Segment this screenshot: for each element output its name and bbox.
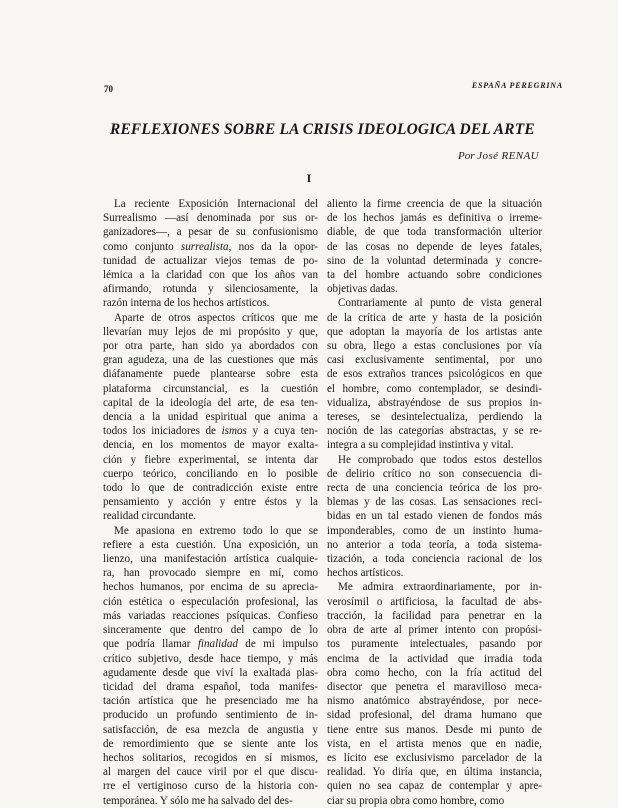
text-line: Surrealismo —así denominada por sus or- (103, 212, 318, 225)
text-line: por otra parte, han sido ya abordados con (103, 340, 318, 353)
text-line: sinceramente que dentro del campo de lo (103, 624, 318, 637)
right-column (327, 197, 542, 808)
text-line: lémica a la claridad con que los años van (103, 269, 319, 282)
section-number: I (306, 171, 312, 185)
text-line: ganizadores—, a pesar de su confusionismo (103, 226, 318, 239)
text-line: tunidad de actualizar viejos temas de po- (103, 254, 318, 267)
text-line: ta del hombre actuando sobre condiciones (327, 269, 542, 282)
text-line: diáfanamente puede plantearse sobre esta (103, 368, 318, 381)
text-line: capital de la ideología del arte, de esa ten- (103, 396, 318, 409)
text-line: dencia a la unidad espiritual que anima a (103, 411, 318, 424)
text-line: crítico subjetivo, desde hace tiempo, y más (103, 652, 318, 665)
text-line: no anterior a toda teoría, a toda sistema- (327, 538, 543, 551)
text-line: rre el vertiginoso curso de la historia con- (103, 780, 319, 793)
body-paragraph (327, 580, 542, 807)
text-line: ción estética o especulación profesional, las (103, 595, 318, 608)
text-line: aliento la firme creencia de que la situación (327, 198, 543, 210)
byline (458, 150, 539, 162)
text-line: Aparte de otros aspectos críticos que me (114, 311, 318, 324)
text-line: ción y fiebre experimental, se intenta dar (103, 453, 318, 466)
text-line: temporánea. Y sólo me ha salvado del des- (103, 794, 293, 807)
text-line: tación artística que he presenciado me ha (103, 695, 318, 708)
text-line: ticidad del drama español, toda manifes- (103, 680, 318, 693)
body-paragraph (327, 453, 542, 581)
text-line: vidualiza, abstrayéndose de sus propios in- (327, 396, 542, 409)
text-line: todos los iniciadores de ismos y a cuya ten- (103, 425, 318, 438)
text-line: noción de las categorías abstractas, y se re- (327, 425, 543, 438)
text-line: tiene entre sus manos. Desde mi punto de (327, 723, 542, 736)
text-line: cuerpo teórico, conciliando en lo posible (103, 467, 318, 480)
text-line: imponderables, como de un instinto huma- (327, 524, 543, 537)
text-line: de los hechos jamás es definitiva o irreme- (327, 212, 542, 225)
text-line: razón interna de los hechos artísticos. (103, 297, 270, 310)
page-number: 70 (104, 84, 113, 94)
text-line: hechos humanos, por encima de su aprecia- (103, 581, 318, 594)
text-line: como conjunto surrealista, nos da la opor- (103, 240, 318, 253)
running-head: ESPAÑA PEREGRINA (471, 81, 563, 90)
text-line: Contrariamente al punto de vista general (338, 297, 542, 310)
text-line: satisfacción, de esa mezcla de angustia y (103, 723, 318, 736)
body-paragraph (103, 311, 318, 524)
left-column (103, 197, 318, 808)
text-line: su obra, llego a estas conclusiones por vía (327, 340, 542, 353)
text-line: objetivas dadas. (327, 283, 398, 296)
text-line: integra a su complejidad instintiva y vital. (327, 439, 514, 452)
text-line: disector que penetra el maravilloso meca- (327, 680, 542, 693)
text-line: pensamiento y acción y entre éstos y la (103, 496, 318, 509)
text-line: hechos artísticos. (327, 567, 404, 580)
text-line: llevarían muy lejos de mi propósito y que, (103, 325, 318, 338)
text-line: blemas y de las cosas. Las sensaciones reci- (327, 496, 543, 509)
text-line: lienzo, una manifestación artística cualquie- (103, 553, 318, 566)
body-paragraph (327, 197, 542, 296)
text-line: recta de una conciencia teórica de los pro- (327, 482, 542, 495)
text-line: realidad. Yo diría que, en última instancia, (327, 766, 542, 779)
text-line: diable, de que toda transformación ulterior (327, 226, 543, 239)
text-line: quien no sea capaz de contemplar y apre- (327, 780, 542, 793)
text-line: de la crítica de arte y hasta de la posición (327, 311, 542, 324)
text-line: sidad profesional, del drama humano que (327, 709, 543, 722)
article-title: REFLEXIONES SOBRE LA CRISIS IDEOLOGICA DEL ARTE (110, 121, 535, 138)
text-line: producido un profundo sentimiento de in- (103, 709, 318, 722)
text-line: plataforma circunstancial, es la cuestión (103, 382, 318, 395)
text-line: tereses, se desintelectualiza, perdiendo la (327, 411, 542, 424)
text-line: de remordimiento que se siente ante los (103, 737, 318, 750)
body-paragraph (103, 197, 318, 311)
text-line: Me apasiona en extremo todo lo que se (114, 524, 318, 537)
text-line: La reciente Exposición Internacional del (114, 198, 319, 210)
text-line: tracción, la facilidad para penetrar en la (327, 609, 542, 622)
text-line: realidad circundante. (103, 510, 197, 523)
body-paragraph (103, 524, 318, 808)
byline-prefix: Por (458, 150, 475, 162)
author-name: José RENAU (477, 150, 539, 162)
text-line: ciar su propia obra como hombre, como (327, 794, 505, 807)
text-line: casi exclusivamente sentimental, por uno (327, 354, 542, 367)
text-line: nismo anatómico abstrayéndose, por nece- (327, 695, 542, 708)
text-line: de delirio crítico no son consecuencia di- (327, 467, 542, 480)
text-line: el hombre, como contemplador, se desindi- (327, 382, 543, 395)
text-line: de las cosas no depende de leyes fatales, (327, 240, 543, 253)
text-line: más variadas reacciones psíquicas. Confieso (103, 609, 318, 622)
text-line: de esos extraños trances psicológicos en que (327, 368, 542, 381)
text-line: ra, han provocado siempre en mí, como (103, 567, 318, 580)
text-line: hechos solitarios, recogidos en sí mismos, (103, 751, 319, 764)
text-line: verosímil o artificiosa, la facultad de abs- (327, 595, 543, 608)
text-line: sino de la voluntad determinada y concre- (327, 254, 543, 267)
text-line: obra como hecho, con la fría actitud del (327, 666, 543, 679)
text-line: que podría llamar finalidad de mi impulso (103, 638, 319, 651)
text-line: Me admira extraordinariamente, por in- (338, 581, 543, 594)
text-line: refiere a esta cuestión. Una exposición, un (103, 538, 318, 551)
text-line: todo lo que de contradicción existe entre (103, 482, 318, 495)
text-line: bidas en un tal estado vienen de fondos más (327, 510, 542, 523)
text-line: gran agudeza, una de las cuestiones que más (103, 354, 318, 367)
body-paragraph (327, 296, 542, 452)
text-line: dencia, en los momentos de mayor exalta- (103, 439, 318, 452)
text-line: afirmando, rotunda y silenciosamente, la (103, 283, 318, 296)
text-line: es lícito ese exclusivismo parcelador de la (327, 751, 542, 764)
text-line: encima de la actividad que irradia toda (327, 652, 543, 665)
text-line: tización, a toda conciencia racional de los (327, 553, 542, 566)
text-line: vista, en el artista menos que en nadie, (327, 737, 542, 750)
text-line: al margen del cauce viril por el que discu- (103, 766, 318, 779)
text-line: tos puramente intelectuales, pasando por (327, 638, 542, 651)
text-line: que adoptan la mayoría de los artistas ante (327, 325, 543, 338)
text-line: obra de arte al primer intento con propósi- (327, 624, 542, 637)
text-line: agudamente desde que viví la exaltada plas- (103, 666, 319, 679)
text-line: He comprobado que todos estos destellos (338, 453, 543, 466)
